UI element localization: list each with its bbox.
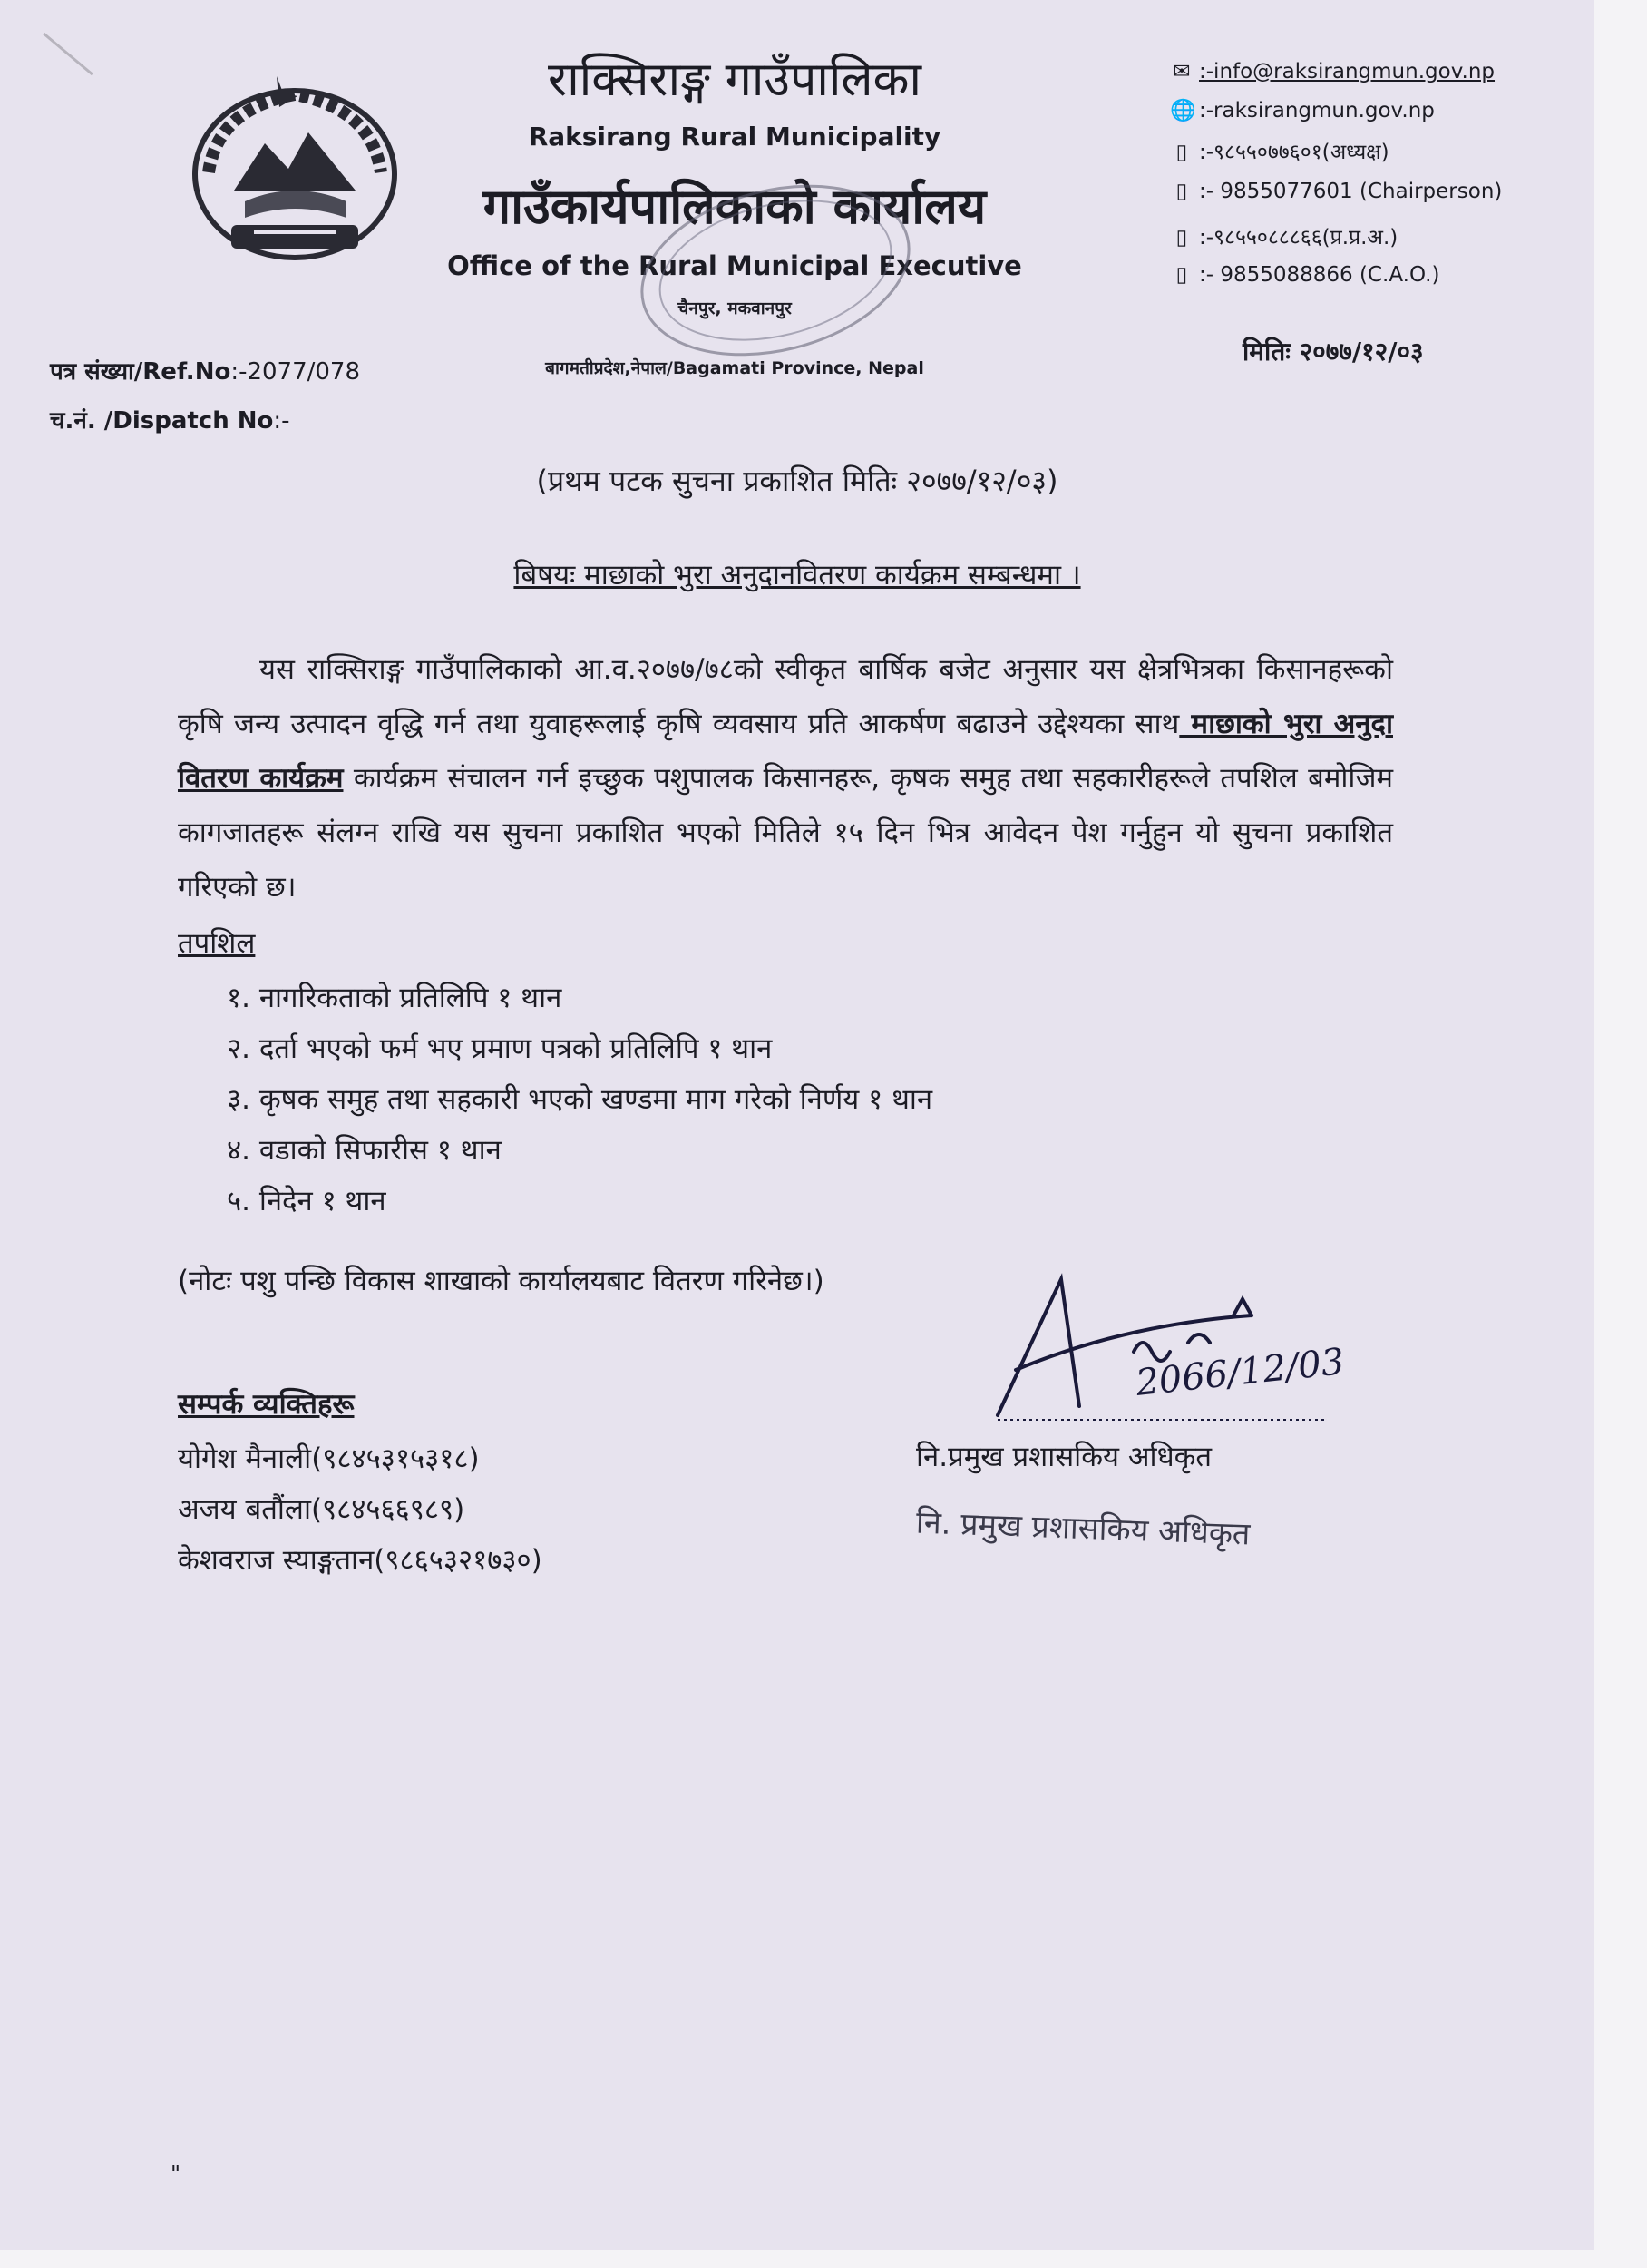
municipality-name-english: Raksirang Rural Municipality [528, 122, 941, 152]
phone-icon: ▯ [1175, 263, 1188, 287]
reference-number: पत्र संख्या/Ref.No:-2077/078 [50, 358, 361, 386]
designation-stamp: नि. प्रमुख प्रशासकिय अधिकृत [915, 1504, 1252, 1553]
signatory-designation: नि.प्रमुख प्रशासकिय अधिकृत [916, 1441, 1213, 1473]
letter-date: मितिः २०७७/१२/०३ [1243, 337, 1424, 367]
list-item: १. नागरिकताको प्रतिलिपि १ थान [227, 982, 562, 1014]
contact-phone-chairperson-en: ▯ :- 9855077601 (Chairperson) [1170, 180, 1587, 203]
distribution-note: (नोटः पशु पन्छि विकास शाखाको कार्यालयबाट वितरण गरिनेछ।) [178, 1265, 824, 1297]
contact-persons-list [178, 1433, 542, 1586]
signature-date: 2066/12/03 [1134, 1341, 1347, 1404]
notice-body: यस राक्सिराङ्ग गाउँपालिकाको आ.व.२०७७/७८को स्वीकृत बार्षिक बजेट अनुसार यस क्षेत्रभित्रका किसानहरूको कृषि जन्य उत्पादन वृद्धि गर्न तथा युवाहरूलाई कृषि व्यवसाय प्रति आकर्षण बढाउने उद्देश्यका साथ माछाको भुरा अनुदा वितरण कार्यक्रम कार्यक्रम संचालन गर्न इच्छुक पशुपालक किसानहरू, कृषक समुह तथा सहकारीहरूले तपशिल बमोजिम कागजातहरू संलग्न राखि यस सुचना प्रकाशित भएको मितिले १५ दिन भित्र आवेदन पेश गर्नुहुन यो सुचना प्रकाशित गरिएको छ। [178, 653, 1393, 904]
contact-phone-cao-en: ▯ :- 9855088866 (C.A.O.) [1170, 263, 1587, 287]
first-published-date: (प्रथम पटक सुचना प्रकाशित मितिः २०७७/१२/०३) [536, 464, 1058, 498]
address-local: चैनपुर, मकवानपुर [677, 298, 792, 318]
subject-line: बिषयः माछाको भुरा अनुदानवितरण कार्यक्रम सम्बन्धमा । [513, 559, 1081, 591]
phone-icon: ▯ [1175, 226, 1188, 249]
phone-icon: ▯ [1175, 141, 1188, 164]
footer-mark: " [171, 2161, 181, 2186]
email-icon: ✉ [1173, 60, 1191, 83]
office-name-english: Office of the Rural Municipal Executive [447, 250, 1022, 281]
globe-icon: 🌐 [1170, 99, 1196, 122]
scan-bottom-edge [0, 2250, 1594, 2268]
municipality-name-nepali: राक्सिराङ्ग गाउँपालिका [548, 53, 921, 107]
address-province: बागमतीप्रदेश,नेपाल/Bagamati Province, Nepal [545, 358, 924, 378]
contact-email: ✉ :-info@raksirangmun.gov.np [1170, 60, 1587, 83]
list-item: ४. वडाको सिफारीस १ थान [227, 1134, 502, 1167]
contact-persons-heading: सम्पर्क व्यक्तिहरू [178, 1388, 355, 1421]
phone-icon: ▯ [1175, 180, 1188, 203]
dispatch-number: च.नं. /Dispatch No:- [50, 407, 290, 435]
list-item: ३. कृषक समुह तथा सहकारी भएको खण्डमा माग गरेको निर्णय १ थान [227, 1083, 933, 1116]
scan-edge [1594, 0, 1647, 2268]
office-name-nepali: गाउँकार्यपालिकाको कार्यालय [482, 178, 987, 235]
contact-phone-chairperson-ne: ▯ :-९८५५०७७६०१(अध्यक्ष) [1170, 136, 1587, 165]
list-item: २. दर्ता भएको फर्म भए प्रमाण पत्रको प्रतिलिपि १ थान [227, 1032, 773, 1065]
list-item: ५. निदेन १ थान [227, 1185, 386, 1217]
contact-website: 🌐 :-raksirangmun.gov.np [1170, 99, 1435, 122]
details-heading: तपशिल [178, 927, 256, 960]
list-item: अजय बतौंला(९८४५६६९८९) [178, 1493, 465, 1526]
contact-phone-cao-ne: ▯ :-९८५५०८८८६६(प्र.प्र.अ.) [1170, 221, 1587, 250]
program-name-highlight: माछाको भुरा अनुदा वितरण कार्यक्रम [178, 708, 1393, 795]
required-documents-list [227, 973, 932, 1227]
nepal-emblem-logo [181, 73, 408, 268]
list-item: केशवराज स्याङ्गतान(९८६५३२१७३०) [178, 1544, 542, 1577]
office-stamp-seal [630, 180, 921, 361]
list-item: योगेश मैनाली(९८४५३१५३१८) [178, 1442, 480, 1475]
